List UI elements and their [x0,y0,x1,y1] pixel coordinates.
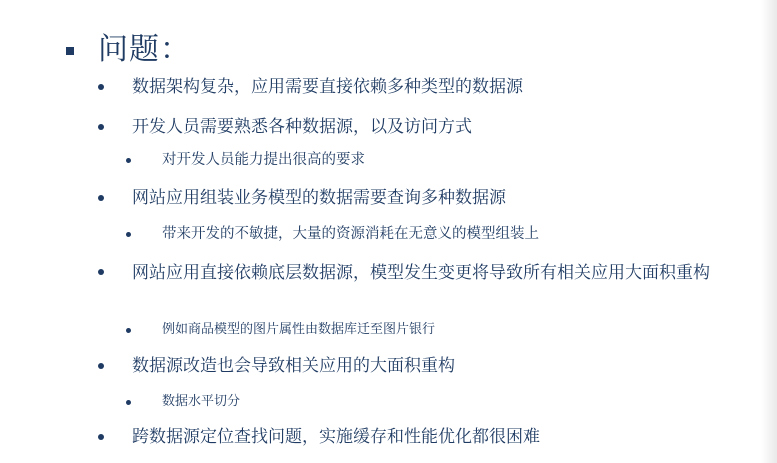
bullet-dot-icon [98,124,104,130]
sub-bullet-item [162,224,539,244]
bullet-text: 数据架构复杂，应用需要直接依赖多种类型的数据源 [132,77,523,97]
bullet-dot-icon [98,195,104,201]
bullet-dot-icon [126,328,131,333]
sub-bullet-item [162,320,435,340]
bullet-item [132,355,455,377]
bullet-item [132,426,540,448]
bullet-dot-icon [98,434,104,440]
sub-bullet-text: 对开发人员能力提出很高的要求 [162,152,365,168]
bullet-text: 数据源改造也会导致相关应用的大面积重构 [132,356,455,376]
right-edge-shade [761,0,777,463]
bullet-text: 网站应用直接依赖底层数据源，模型发生变更将导致所有相关应用大面积重构 [132,263,710,283]
sub-bullet-item [162,392,240,412]
sub-bullet-text: 带来开发的不敏捷，大量的资源消耗在无意义的模型组装上 [162,226,539,242]
sub-bullet-item [162,150,365,170]
bullet-dot-icon [126,158,131,163]
bullet-item [132,76,523,98]
bullet-text: 跨数据源定位查找问题，实施缓存和性能优化都很困难 [132,427,540,447]
bullet-text: 开发人员需要熟悉各种数据源，以及访问方式 [132,117,472,137]
sub-bullet-text: 例如商品模型的图片属性由数据库迁至图片银行 [162,322,436,337]
bullet-dot-icon [126,232,131,237]
slide-title-row [66,24,191,68]
bullet-dot-icon [126,400,131,405]
bullet-dot-icon [98,363,104,369]
bullet-item [132,261,742,286]
slide-title: 问题： [98,32,191,67]
bullet-dot-icon [98,269,104,275]
square-bullet-icon [66,47,74,55]
bullet-text: 网站应用组装业务模型的数据需要查询多种数据源 [132,188,506,208]
sub-bullet-text: 数据水平切分 [162,394,241,409]
bullet-item [132,116,472,138]
bullet-item [132,187,506,209]
bullet-dot-icon [98,84,104,90]
